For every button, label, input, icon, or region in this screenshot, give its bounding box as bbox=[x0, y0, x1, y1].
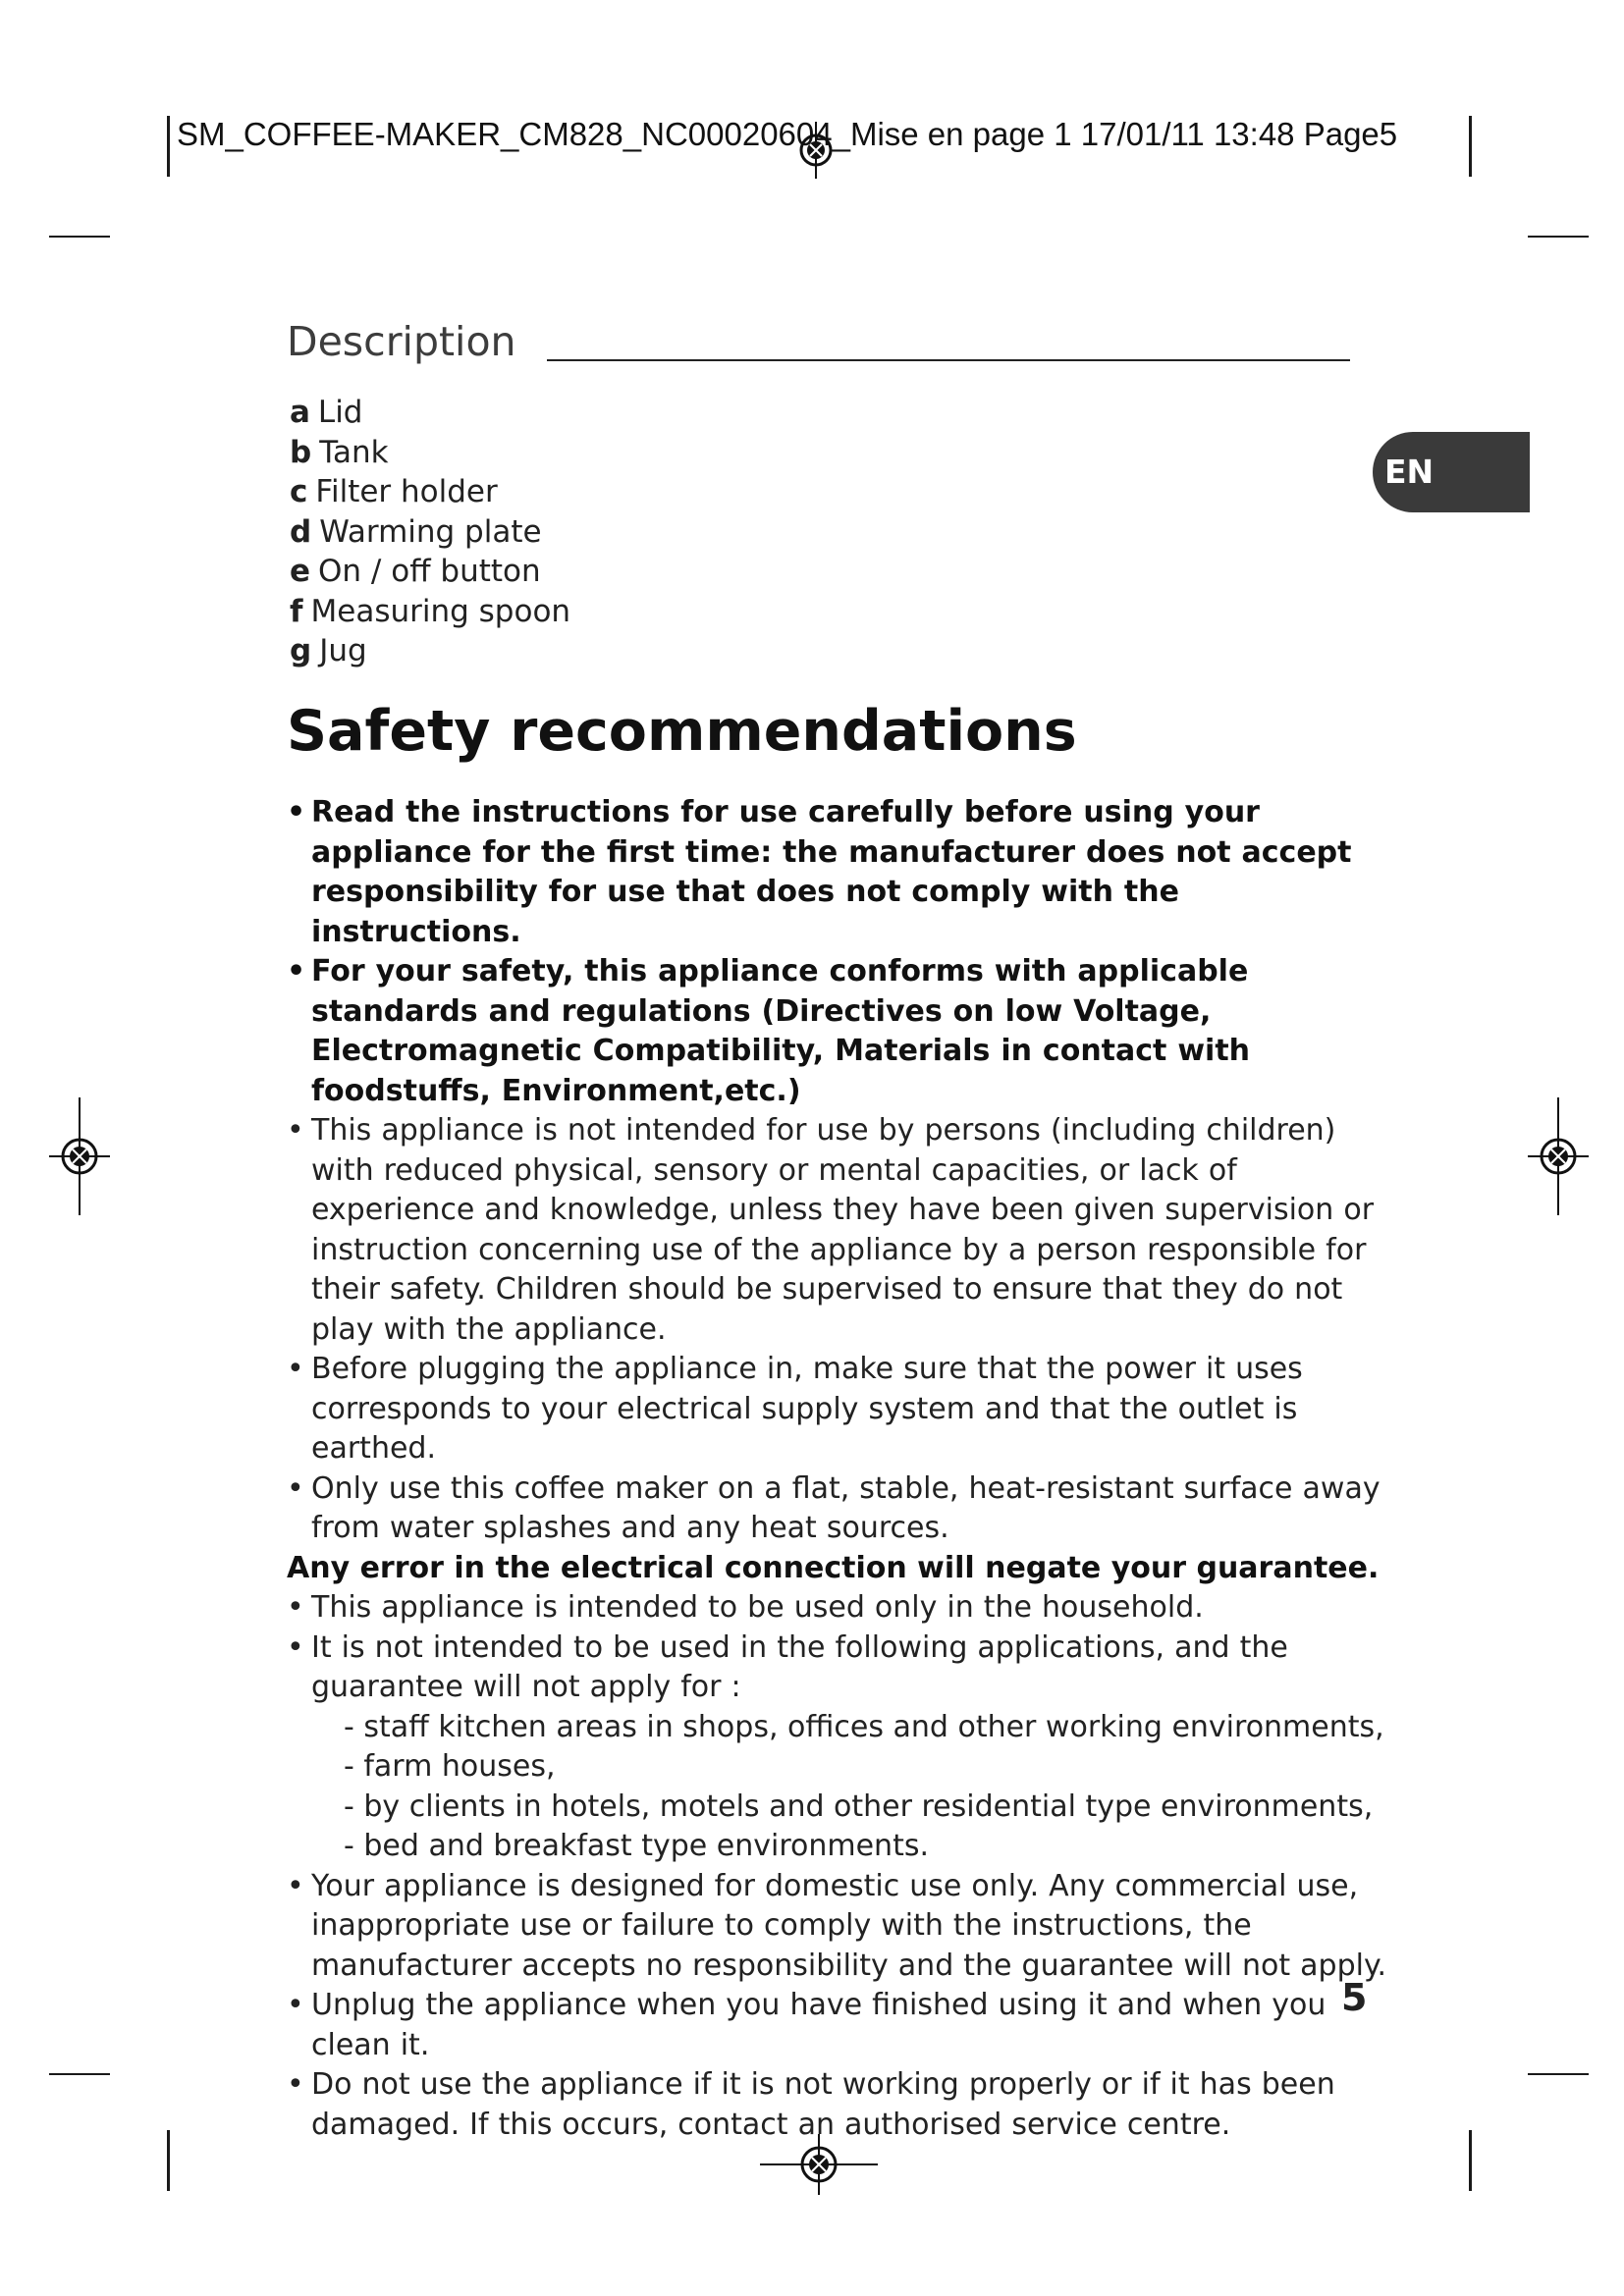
safety-title: Safety recommendations bbox=[287, 699, 1077, 764]
list-item: a Lid bbox=[290, 395, 363, 430]
sub-item: - farm houses, bbox=[344, 1749, 556, 1784]
list-item: b Tank bbox=[290, 434, 389, 470]
list-item: f Measuring spoon bbox=[290, 593, 571, 629]
list-item: e On / off button bbox=[290, 554, 541, 589]
description-list bbox=[290, 393, 570, 671]
crop-mark-top-right bbox=[1528, 236, 1589, 238]
bullet: • This appliance is intended to be used only in the household. bbox=[287, 1588, 1396, 1629]
header-right-bar bbox=[1469, 116, 1472, 177]
bold-bullet: • Read the instructions for use carefully before using your appliance for the first time: the manufacturer does not accept responsibility for use that does not comply with the instructions. bbox=[287, 793, 1396, 952]
list-item: g Jug bbox=[290, 633, 367, 668]
header-left-bar bbox=[167, 116, 170, 177]
crop-mark-bottom-left-vertical bbox=[167, 2130, 170, 2191]
crop-mark-bottom-left bbox=[49, 2073, 110, 2075]
print-slug: SM_COFFEE-MAKER_CM828_NC00020604_Mise en page 1 17/01/11 13:48 Page5 bbox=[177, 116, 1398, 152]
registration-mark-right-icon bbox=[1528, 1097, 1589, 1215]
sub-item: - staff kitchen areas in shops, offices and other working environments, bbox=[344, 1709, 1384, 1744]
crop-mark-bottom-right bbox=[1528, 2073, 1589, 2075]
sub-item: - bed and breakfast type environments. bbox=[344, 1829, 930, 1863]
list-item: d Warming plate bbox=[290, 513, 542, 550]
guarantee-warning: Any error in the electrical connection will negate your guarantee. bbox=[287, 1550, 1380, 1585]
page-number: 5 bbox=[1341, 1976, 1368, 2019]
bullet: • Unplug the appliance when you have finished using it and when you clean it. bbox=[287, 1986, 1396, 2065]
description-title: Description bbox=[287, 318, 516, 365]
language-badge: EN bbox=[1373, 432, 1530, 512]
bullet: • Do not use the appliance if it is not working properly or if it has been damaged. If this occurs, contact an authorised service centre. bbox=[287, 2065, 1396, 2145]
bullet: • Before plugging the appliance in, make sure that the power it uses corresponds to your electrical supply system and that the outlet is earthed. bbox=[287, 1350, 1396, 1469]
list-item: c Filter holder bbox=[290, 474, 498, 509]
sub-item: - by clients in hotels, motels and other residential type environments, bbox=[344, 1789, 1374, 1824]
bullet: • This appliance is not intended for use by persons (including children) with reduced physical, sensory or mental capacities, or lack of experience and knowledge, unless they have been given supervision or instruction concerning use of the appliance by a person responsible for their safety. Children should be supervised to ensure that they do not play with the appliance. bbox=[287, 1111, 1396, 1350]
crop-mark-bottom-right-vertical bbox=[1469, 2130, 1472, 2191]
bullet: • Only use this coffee maker on a flat, stable, heat-resistant surface away from water splashes and any heat sources. bbox=[287, 1469, 1396, 1549]
bullet: • Your appliance is designed for domestic use only. Any commercial use, inappropriate use or failure to comply with the instructions, the manufacturer accepts no responsibility and the guarantee will not apply. bbox=[287, 1867, 1396, 1987]
bold-bullet: • For your safety, this appliance conforms with applicable standards and regulations (Directives on low Voltage, Electromagnetic Compatibility, Materials in contact with foodstuffs, Environment,etc.) bbox=[287, 952, 1396, 1111]
description-title-rule bbox=[547, 359, 1350, 361]
crop-mark-top-left bbox=[49, 236, 110, 238]
bullet: • It is not intended to be used in the following applications, and the guarantee will not apply for : bbox=[287, 1629, 1396, 1708]
registration-mark-left-icon bbox=[49, 1097, 110, 1215]
safety-body bbox=[287, 793, 1396, 2145]
